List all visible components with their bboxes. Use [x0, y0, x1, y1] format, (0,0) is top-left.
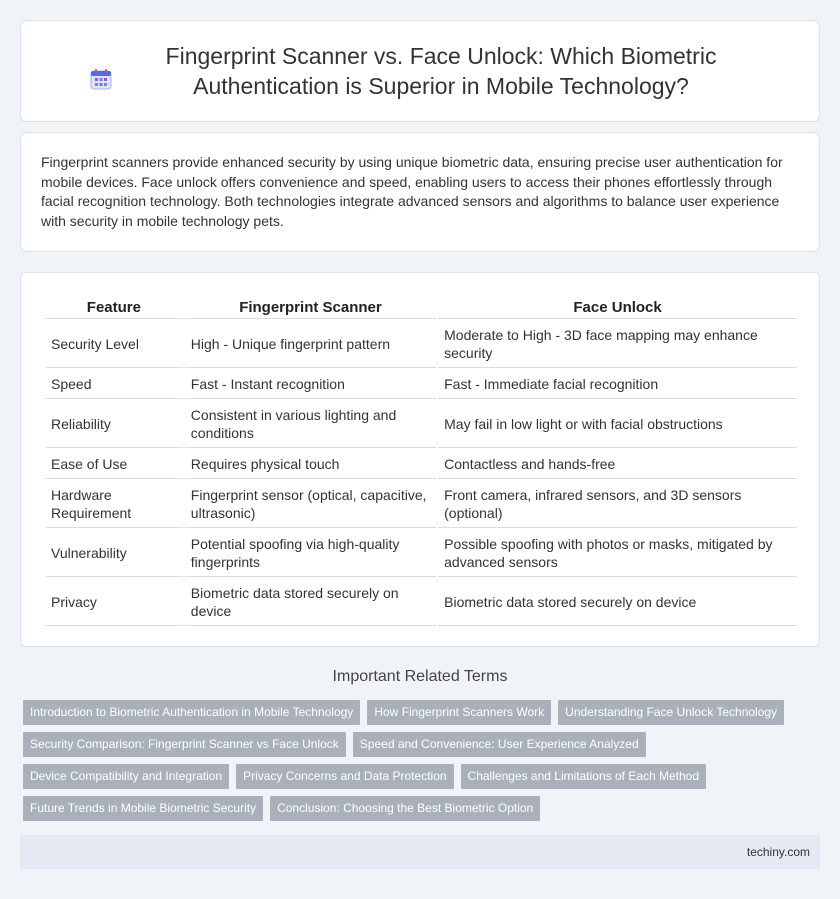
cell-feature: Ease of Use: [45, 450, 183, 479]
comparison-table: [43, 293, 799, 628]
related-term-link[interactable]: Conclusion: Choosing the Best Biometric Option: [270, 796, 540, 821]
related-term-link[interactable]: How Fingerprint Scanners Work: [367, 700, 551, 725]
related-terms-title: Important Related Terms: [332, 668, 508, 685]
intro-text: Fingerprint scanners provide enhanced security by using unique biometric data, ensuring precise user authentication for mobile devices. Face unlock offers convenience and speed, enabling users to access their phones effortlessly through facial recognition technology. Both technologies integrate advanced sensors and algorithms to balance user experience with security in mobile technology pets.: [41, 154, 783, 229]
cell-fingerprint: Potential spoofing via high-quality fingerprints: [185, 530, 436, 577]
header-fingerprint: Fingerprint Scanner: [185, 295, 436, 319]
related-terms-tags: [23, 700, 823, 821]
cell-feature: Security Level: [45, 321, 183, 368]
table-row: [45, 401, 797, 448]
table-header-row: [45, 295, 797, 319]
title-wrap: [89, 41, 751, 101]
related-term-link[interactable]: Security Comparison: Fingerprint Scanner vs Face Unlock: [23, 732, 346, 757]
table-row: [45, 450, 797, 479]
table-row: [45, 481, 797, 528]
footer: [20, 835, 820, 869]
cell-feature: Privacy: [45, 579, 183, 626]
table-row: [45, 579, 797, 626]
header-face-unlock: Face Unlock: [438, 295, 797, 319]
calendar-icon: [89, 67, 113, 91]
page-title: Fingerprint Scanner vs. Face Unlock: Which Biometric Authentication is Superior in Mobile Technology?: [165, 43, 717, 99]
intro-card: [20, 132, 820, 252]
table-row: [45, 530, 797, 577]
related-term-link[interactable]: Device Compatibility and Integration: [23, 764, 229, 789]
cell-fingerprint: Biometric data stored securely on device: [185, 579, 436, 626]
header-feature: Feature: [45, 295, 183, 319]
related-term-link[interactable]: Privacy Concerns and Data Protection: [236, 764, 453, 789]
related-term-link[interactable]: Challenges and Limitations of Each Method: [461, 764, 706, 789]
comparison-table-card: [20, 272, 820, 647]
cell-feature: Vulnerability: [45, 530, 183, 577]
cell-fingerprint: Consistent in various lighting and conditions: [185, 401, 436, 448]
related-term-link[interactable]: Introduction to Biometric Authentication in Mobile Technology: [23, 700, 360, 725]
cell-face-unlock: May fail in low light or with facial obstructions: [438, 401, 797, 448]
cell-fingerprint: Fast - Instant recognition: [185, 370, 436, 399]
cell-face-unlock: Contactless and hands-free: [438, 450, 797, 479]
cell-face-unlock: Biometric data stored securely on device: [438, 579, 797, 626]
cell-fingerprint: High - Unique fingerprint pattern: [185, 321, 436, 368]
table-row: [45, 321, 797, 368]
cell-fingerprint: Fingerprint sensor (optical, capacitive, ultrasonic): [185, 481, 436, 528]
cell-fingerprint: Requires physical touch: [185, 450, 436, 479]
cell-face-unlock: Front camera, infrared sensors, and 3D sensors (optional): [438, 481, 797, 528]
cell-feature: Hardware Requirement: [45, 481, 183, 528]
cell-feature: Speed: [45, 370, 183, 399]
title-card: [20, 20, 820, 122]
table-row: [45, 370, 797, 399]
cell-face-unlock: Possible spoofing with photos or masks, mitigated by advanced sensors: [438, 530, 797, 577]
related-term-link[interactable]: Future Trends in Mobile Biometric Security: [23, 796, 263, 821]
related-term-link[interactable]: Understanding Face Unlock Technology: [558, 700, 784, 725]
cell-face-unlock: Fast - Immediate facial recognition: [438, 370, 797, 399]
cell-feature: Reliability: [45, 401, 183, 448]
footer-site[interactable]: techiny.com: [746, 845, 810, 859]
related-term-link[interactable]: Speed and Convenience: User Experience Analyzed: [353, 732, 646, 757]
cell-face-unlock: Moderate to High - 3D face mapping may enhance security: [438, 321, 797, 368]
